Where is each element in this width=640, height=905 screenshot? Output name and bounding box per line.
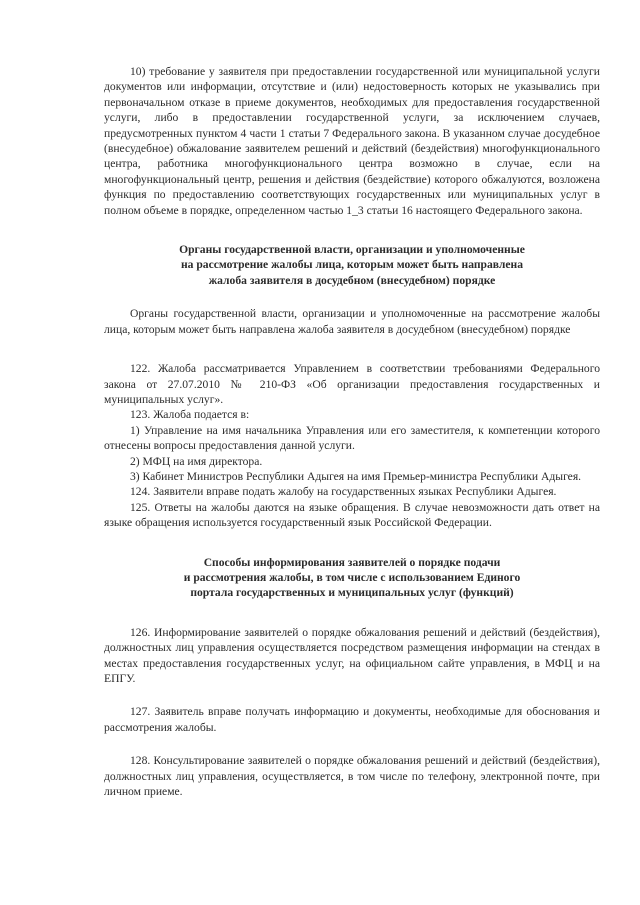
heading-line: на рассмотрение жалобы лица, которым может быть направлена xyxy=(180,258,524,272)
paragraph-127: 127. Заявитель вправе получать информацию и документы, необходимые для обоснования и рассмотрения жалобы. xyxy=(104,705,600,734)
heading-line: и рассмотрения жалобы, в том числе с использованием Единого xyxy=(183,570,521,584)
paragraph-124: 124. Заявители вправе подать жалобу на государственных языках Республики Адыгея. xyxy=(130,485,557,499)
document-body xyxy=(104,64,600,799)
heading-line: жалоба заявителя в досудебном (внесудебном) порядке xyxy=(208,273,496,287)
paragraph-128: 128. Консультирование заявителей о порядке обжалования решений и действий (бездействия), должностных лиц управления, осуществляется, в том числе по телефону, электронной почте, при личном приеме. xyxy=(104,754,600,799)
heading-line: портала государственных и муниципальных услуг (функций) xyxy=(190,586,514,600)
heading-line: Способы информирования заявителей о порядке подачи xyxy=(203,555,501,569)
paragraph-123-item-1: 1) Управление на имя начальника Управления или его заместителя, к компетенции которого отнесены вопросы предоставления данной услуги. xyxy=(104,423,600,453)
paragraph-123-item-2: 2) МФЦ на имя директора. xyxy=(130,454,263,468)
intro-complaint-bodies: Органы государственной власти, организации и уполномоченные на рассмотрение жалобы лица, которым может быть направлена жалоба заявителя в досудебном (внесудебном) порядке xyxy=(104,307,600,336)
paragraph-123-item-3: 3) Кабинет Министров Республики Адыгея на имя Премьер-министра Республики Адыгея. xyxy=(130,469,582,483)
heading-line: Органы государственной власти, организации и уполномоченные xyxy=(179,243,525,257)
paragraph-126: 126. Информирование заявителей о порядке обжалования решений и действий (бездействия), должностных лиц управления осуществляется посредством размещения информации на стендах в местах предоставления государственных услуг, на официальном сайте управления, в МФЦ и на ЕПГУ. xyxy=(104,625,600,685)
section-heading-complaint-bodies xyxy=(104,242,600,288)
paragraph-123: 123. Жалоба подается в: xyxy=(130,408,250,422)
paragraph-125: 125. Ответы на жалобы даются на языке обращения. В случае невозможности дать ответ на языке обращения используется государственный язык Российской Федерации. xyxy=(104,500,600,530)
paragraph-122: 122. Жалоба рассматривается Управлением в соответствии требованиями Федерального закона от 27.07.2010 № 210-ФЗ «Об организации предоставления государственных и муниципальных услуг». xyxy=(104,362,600,406)
paragraph-10: 10) требование у заявителя при предоставлении государственной или муниципальной услуги документов или информации, отсутствие и (или) недостоверность которых не указывались при первоначальном отказе в приеме документов, необходимых для предоставления государственной услуги, либо в предоставлении государственной услуги, за исключением случаев, предусмотренных пунктом 4 части 1 статьи 7 Федерального закона. В указанном случае досудебное (внесудебное) обжалование заявителем решений и действий (бездействия) многофункционального центра, работника многофункционального центра возможно в случае, если на многофункциональный центр, решения и действия (бездействие) которого обжалуются, возложена функция по предоставлению соответствующих государственных или муниципальных услуг в полном объеме в порядке, определенном частью 1_3 статьи 16 настоящего Федерального закона. xyxy=(104,65,600,217)
section-heading-informing xyxy=(104,555,600,601)
